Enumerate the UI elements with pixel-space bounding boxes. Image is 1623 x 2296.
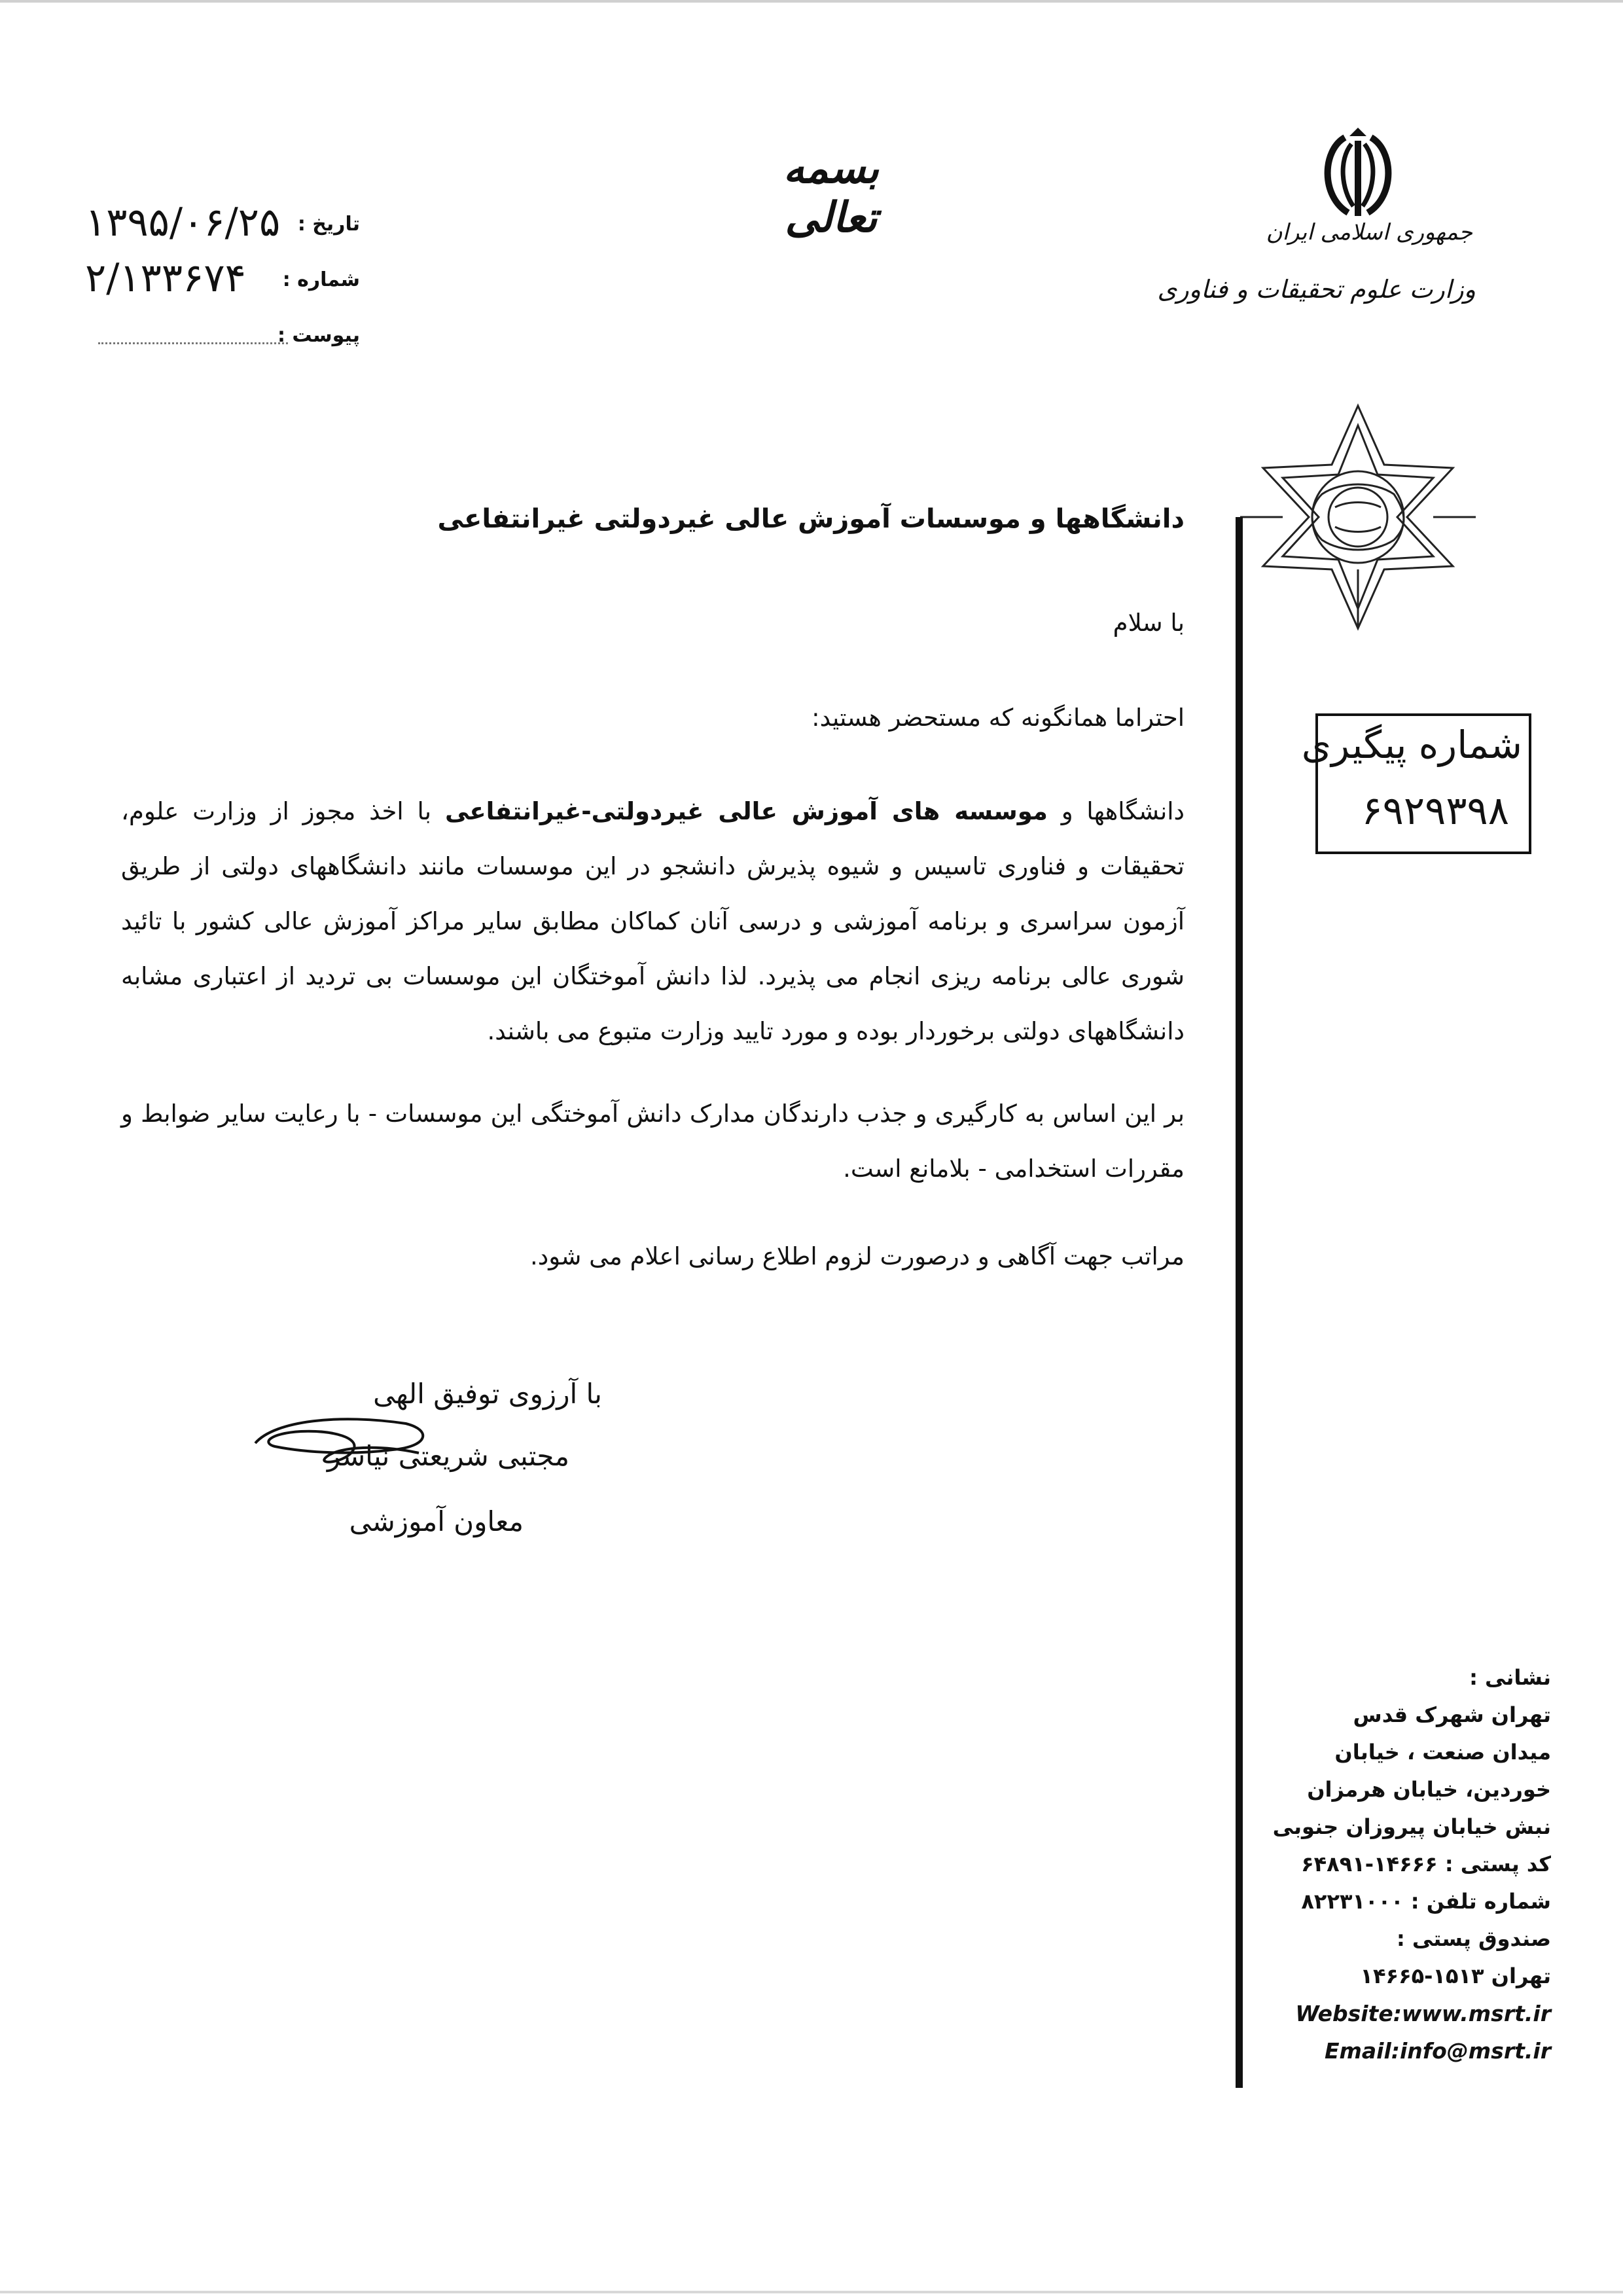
tracking-label: شماره پیگیری (1301, 723, 1522, 767)
intro-line: احتراما همانگونه که مستحضر هستید: (812, 704, 1185, 732)
date-label: تاریخ : (297, 213, 360, 236)
iran-emblem-icon (1309, 124, 1407, 223)
paragraph-2: بر این اساس به کارگیری و جذب دارندگان مدارک دانش آموختگی این موسسات - با رعایت سایر ضوابط و مقررات استخدامی - بلامانع است. (121, 1100, 1185, 1183)
paragraph-3: مراتب جهت آگاهی و درصورت لزوم اطلاع رسانی اعلام می شود. (530, 1242, 1185, 1270)
paragraph-1 (121, 784, 1185, 1059)
paragraph-1-start: دانشگاهها و (1047, 797, 1185, 825)
scan-edge-top (0, 0, 1623, 3)
pobox-label: صندوق پستی : (1396, 1926, 1551, 1951)
attachment-field (85, 314, 360, 353)
attachment-dots (98, 342, 288, 344)
date-field (85, 200, 360, 252)
attachment-label: پیوست : (277, 324, 360, 347)
islamic-star-ornament-icon (1237, 403, 1479, 632)
basmala: بسمه تعالی (783, 144, 880, 242)
pobox-value: تهران ۱۵۱۳-۱۴۶۶۵ (1360, 1964, 1551, 1988)
address-line-4: نبش خیابان پیروزان جنوبی (1272, 1814, 1551, 1839)
postal-code: کد پستی : ۱۴۶۶۶-۶۴۸۹۱ (1301, 1852, 1551, 1876)
number-field (85, 255, 360, 308)
signer-name: مجتبی شریعتی نیاسر (327, 1440, 569, 1472)
vertical-divider (1236, 517, 1243, 2088)
paragraph-1-rest: با اخذ مجوز از وزارت علوم، تحقیقات و فناوری تاسیس و شیوه پذیرش دانشجو در این موسسات مانند دانشگاههای دولتی از طریق آزمون سراسری و برنامه آموزشی و درسی آنان کماکان مطابق سایر مراکز آموزش عالی کشور با تائید شوری عالی برنامه ریزی انجام می پذیرد. لذا دانش آموختگان این موسسات بی تردید از اعتباری مشابه دانشگاههای دولتی برخوردار بوده و مورد تایید وزارت متبوع می باشند. (121, 797, 1185, 1045)
date-value: ۱۳۹۵/۰۶/۲۵ (85, 200, 281, 245)
signer-title: معاون آموزشی (349, 1505, 524, 1537)
number-label: شماره : (282, 268, 360, 291)
recipient-heading: دانشگاهها و موسسات آموزش عالی غیردولتی غیرانتفاعی (437, 504, 1185, 534)
website-link[interactable]: Website:www.msrt.ir (1295, 2001, 1551, 2026)
greeting: با سلام (1113, 609, 1185, 637)
email-link[interactable]: Email:info@msrt.ir (1324, 2038, 1551, 2064)
address-label: نشانی : (1469, 1665, 1551, 1690)
ministry-line-2: وزارت علوم تحقیقات و فناوری (1157, 275, 1476, 304)
address-line-2: میدان صنعت ، خیابان (1334, 1740, 1551, 1765)
address-line-1: تهران شهرک قدس (1353, 1702, 1551, 1727)
closing-line: با آرزوی توفیق الهی (373, 1378, 602, 1410)
address-block (1270, 1659, 1551, 2070)
number-value: ۲/۱۳۳۶۷۴ (85, 255, 246, 301)
phone-number: شماره تلفن : ۸۲۲۳۱۰۰۰ (1301, 1889, 1551, 1914)
tracking-value: ۶۹۲۹۳۹۸ (1361, 788, 1509, 834)
ministry-line-1: جمهوری اسلامی ایران (1266, 219, 1472, 245)
paragraph-1-bold: موسسه های آموزش عالی غیردولتی-غیرانتفاعی (444, 797, 1048, 825)
scan-edge-bottom (0, 2291, 1623, 2293)
address-line-3: خوردین، خیابان هرمزان (1307, 1777, 1551, 1802)
tracking-box (1301, 713, 1531, 854)
